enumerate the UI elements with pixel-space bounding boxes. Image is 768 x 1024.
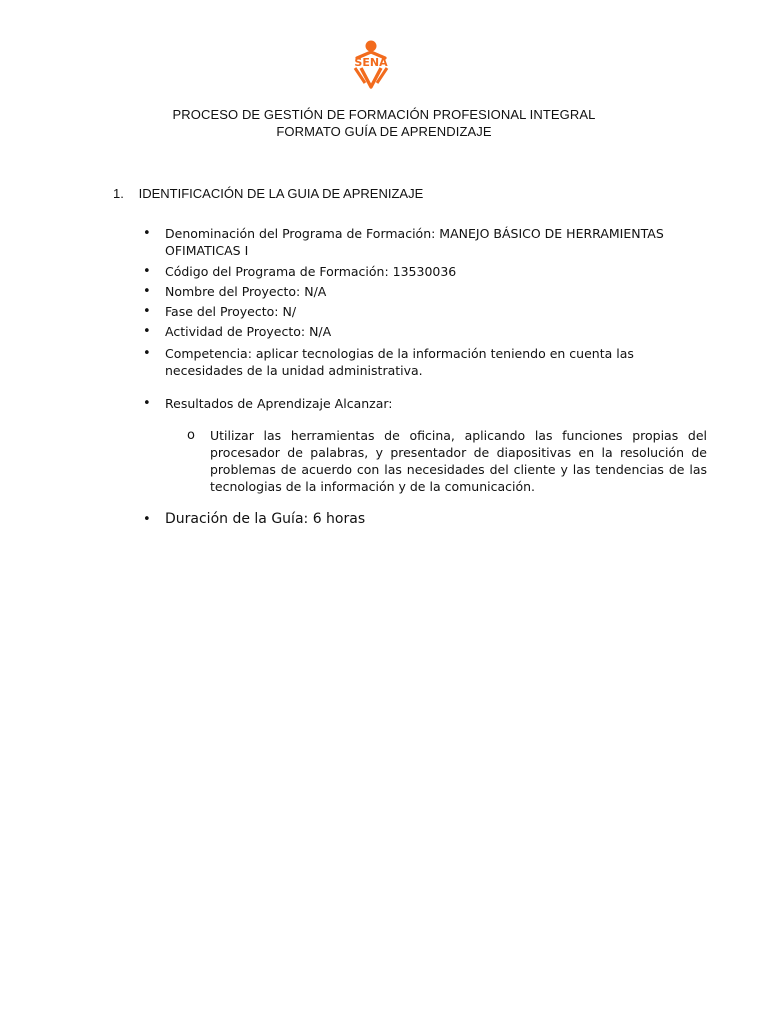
- sena-logo: [343, 39, 399, 95]
- bullet-icon: •: [143, 346, 151, 361]
- section-heading: [113, 186, 423, 201]
- section-title: IDENTIFICACIÓN DE LA GUIA DE APRENIZAJE: [138, 186, 424, 201]
- bullet-icon: •: [143, 264, 151, 279]
- learning-result-text: Utilizar las herramientas de oficina, aplicando las funciones propias del procesador de palabras, y presentador de diapositivas en la resolución de problemas de acuerdo con las necesidades del cliente y las tendencias de las tecnologias de la información y de la comunicación.: [210, 428, 707, 494]
- duration-text: Duración de la Guía: 6 horas: [165, 511, 366, 527]
- results-title-text: Resultados de Aprendizaje Alcanzar:: [165, 396, 393, 411]
- competence-text: Competencia: aplicar tecnologias de la información teniendo en cuenta las necesidades de la unidad administrativa.: [165, 346, 634, 378]
- program-code-text: Código del Programa de Formación: 13530036: [165, 264, 457, 279]
- bullet-icon: •: [143, 226, 151, 241]
- bullet-icon: •: [143, 304, 151, 319]
- bullet-icon: •: [143, 324, 151, 339]
- header-subtitle: FORMATO GUÍA DE APRENDIZAJE: [276, 124, 492, 139]
- project-name-text: Nombre del Proyecto: N/A: [165, 284, 327, 299]
- program-name-text: Denominación del Programa de Formación: MANEJO BÁSICO DE HERRAMIENTAS OFIMATICAS I: [165, 226, 664, 258]
- bullet-icon: •: [143, 512, 151, 527]
- circle-bullet-icon: o: [187, 428, 195, 443]
- project-activity-text: Actividad de Proyecto: N/A: [165, 324, 332, 339]
- bullet-icon: •: [143, 396, 151, 411]
- section-number: 1.: [113, 186, 124, 201]
- logo-text: SENA: [354, 56, 388, 69]
- bullet-icon: •: [143, 284, 151, 299]
- project-phase-text: Fase del Proyecto: N/: [165, 304, 297, 319]
- header-title: PROCESO DE GESTIÓN DE FORMACIÓN PROFESIONAL INTEGRAL: [172, 107, 596, 122]
